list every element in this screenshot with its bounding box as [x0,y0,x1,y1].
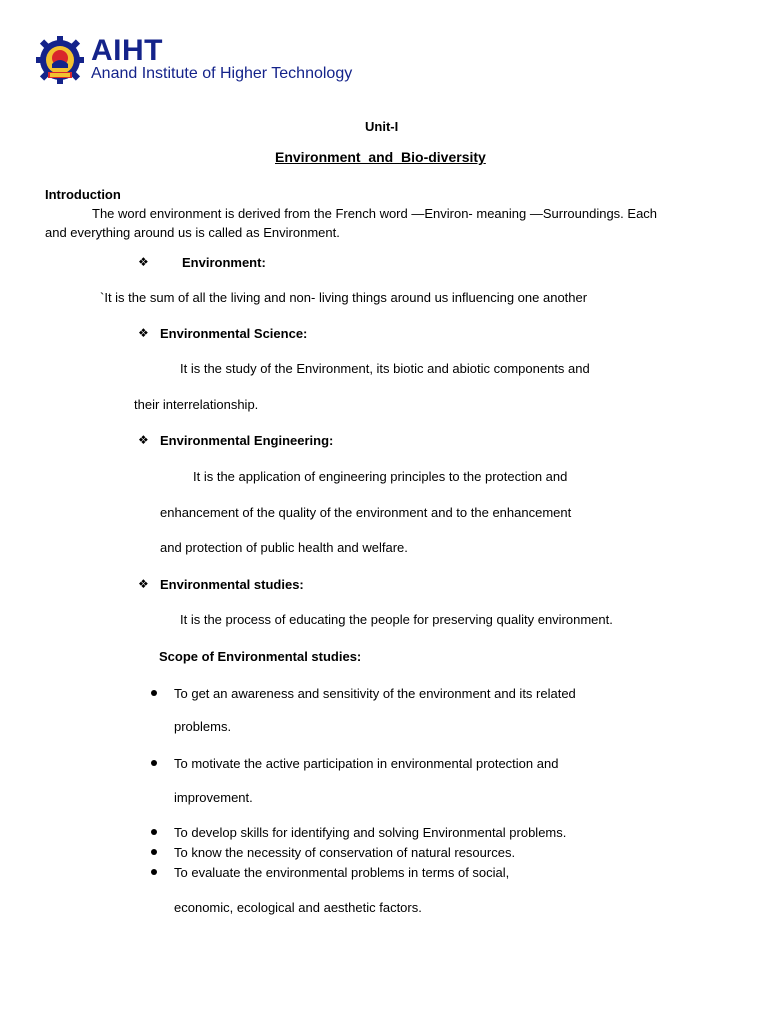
scope-item-1-line-2: problems. [174,719,232,734]
environmental-science-line-1: It is the study of the Environment, its biotic and abiotic components and [180,361,590,376]
environmental-engineering-line-1: It is the application of engineering principles to the protection and [193,469,568,484]
scope-item-2-line-1: To motivate the active participation in environmental protection and [174,756,559,771]
institute-logo [34,34,394,86]
bullet-icon [151,690,157,696]
gear-emblem-icon [34,34,86,86]
environmental-engineering-line-3: and protection of public health and welfare. [160,540,408,555]
environmental-engineering-line-2: enhancement of the quality of the environment and to the enhancement [160,505,572,520]
diamond-bullet-icon: ❖ [138,326,149,340]
unit-label: Unit-I [365,119,399,134]
environment-definition: `It is the sum of all the living and non- living things around us influencing one another [100,290,588,305]
scope-item-2-line-2: improvement. [174,790,253,805]
scope-item-5-line-1: To evaluate the environmental problems in terms of social, [174,865,510,880]
introduction-line-2: and everything around us is called as Environment. [45,225,340,240]
logo-full-name: Anand Institute of Higher Technology [91,65,353,82]
scope-item-5-line-2: economic, ecological and aesthetic factors. [174,900,422,915]
logo-abbreviation: AIHT [91,34,163,67]
scope-item-3: To develop skills for identifying and solving Environmental problems. [174,825,567,840]
bullet-icon [151,849,157,855]
introduction-heading: Introduction [45,187,121,202]
scope-item-4: To know the necessity of conservation of natural resources. [174,845,516,860]
diamond-bullet-icon: ❖ [138,433,149,447]
environmental-studies-definition: It is the process of educating the people for preserving quality environment. [180,612,613,627]
bullet-icon [151,869,157,875]
environmental-science-line-2: their interrelationship. [134,397,259,412]
introduction-line-1: The word environment is derived from the French word —Environ- meaning —Surroundings. Each [92,206,658,221]
environmental-science-heading: Environmental Science: [160,326,308,341]
environment-heading: Environment: [182,255,266,270]
bullet-icon [151,829,157,835]
diamond-bullet-icon: ❖ [138,255,149,269]
environmental-studies-heading: Environmental studies: [160,577,304,592]
scope-item-1-line-1: To get an awareness and sensitivity of the environment and its related [174,686,576,701]
scope-heading: Scope of Environmental studies: [159,649,362,664]
page-title: Environment and Bio-diversity [275,149,486,165]
environmental-engineering-heading: Environmental Engineering: [160,433,334,448]
bullet-icon [151,760,157,766]
diamond-bullet-icon: ❖ [138,577,149,591]
